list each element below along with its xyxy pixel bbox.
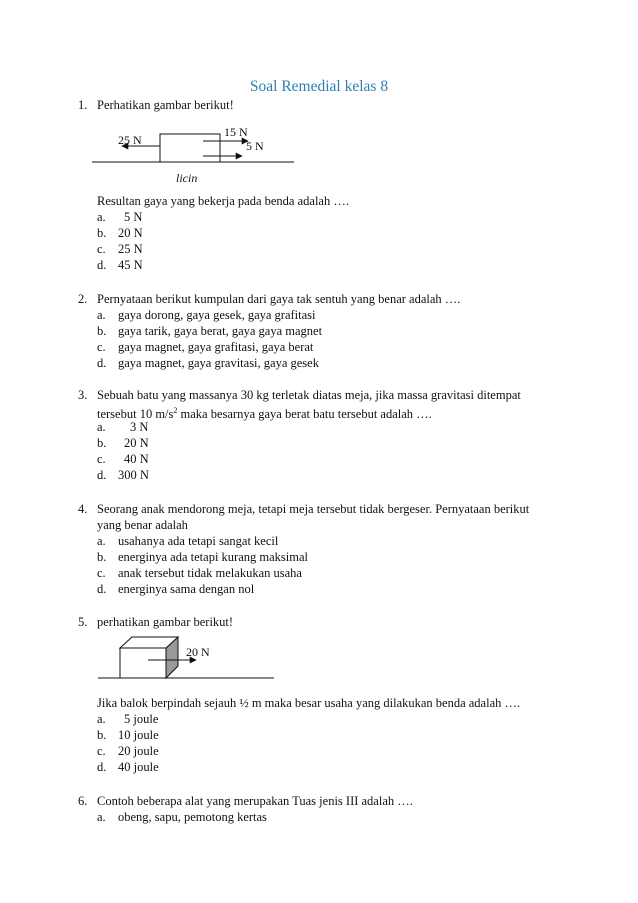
option-letter: d.	[97, 356, 107, 370]
question-number: 5.	[78, 615, 88, 629]
option-text: gaya magnet, gaya grafitasi, gaya berat	[118, 340, 314, 354]
question-number: 4.	[78, 502, 88, 516]
option-text: gaya tarik, gaya berat, gaya gaya magnet	[118, 324, 323, 338]
option-text: energinya sama dengan nol	[118, 582, 255, 596]
option-text: 10 joule	[118, 728, 159, 742]
option-text: 25 N	[118, 242, 143, 256]
option-text: 45 N	[118, 258, 143, 272]
option-letter: c.	[97, 744, 106, 758]
option-text: 20 N	[124, 436, 149, 450]
question-number: 3.	[78, 388, 88, 402]
option-letter: b.	[97, 436, 107, 450]
option-letter: a.	[97, 210, 106, 224]
question-number: 2.	[78, 292, 88, 306]
option-letter: d.	[97, 760, 107, 774]
question-prompt: Resultan gaya yang bekerja pada benda adalah ….	[97, 194, 349, 208]
question-text: Sebuah batu yang massanya 30 kg terletak diatas meja, jika massa gravitasi ditempat	[97, 388, 521, 402]
option-text: obeng, sapu, pemotong kertas	[118, 810, 267, 824]
option-letter: d.	[97, 582, 107, 596]
option-letter: c.	[97, 452, 106, 466]
option-letter: c.	[97, 242, 106, 256]
option-text: 5 N	[124, 210, 143, 224]
option-text: 3 N	[130, 420, 149, 434]
question-text: Seorang anak mendorong meja, tetapi meja tersebut tidak bergeser. Pernyataan berikut	[97, 502, 530, 516]
right-force-bottom-label: 5 N	[246, 139, 264, 153]
option-text: gaya dorong, gaya gesek, gaya grafitasi	[118, 308, 316, 322]
force-label: 20 N	[186, 645, 210, 659]
question-text-line-2: tersebut 10 $m/s^2$ maka besarnya gaya berat batu tersebut adalah ….	[97, 406, 432, 421]
option-text: 300 N	[118, 468, 149, 482]
option-text: 40 N	[124, 452, 149, 466]
page-title: Soal Remedial kelas 8	[249, 78, 389, 95]
option-letter: b.	[97, 550, 107, 564]
option-text: energinya ada tetapi kurang maksimal	[118, 550, 308, 564]
option-letter: d.	[97, 468, 107, 482]
option-letter: a.	[97, 534, 106, 548]
option-letter: a.	[97, 810, 106, 824]
option-letter: a.	[97, 420, 106, 434]
question-text: perhatikan gambar berikut!	[97, 615, 234, 629]
option-letter: d.	[97, 258, 107, 272]
option-letter: c.	[97, 566, 106, 580]
option-text: 5 joule	[124, 712, 159, 726]
question-text: Contoh beberapa alat yang merupakan Tuas jenis III adalah ….	[97, 794, 413, 808]
option-text: anak tersebut tidak melakukan usaha	[118, 566, 302, 580]
option-text: 20 joule	[118, 744, 159, 758]
option-letter: a.	[97, 712, 106, 726]
option-letter: b.	[97, 728, 107, 742]
question-text: Pernyataan berikut kumpulan dari gaya tak sentuh yang benar adalah ….	[97, 292, 461, 306]
question-prompt: Jika balok berpindah sejauh ½ m maka besar usaha yang dilakukan benda adalah ….	[97, 696, 521, 710]
option-text: usahanya ada tetapi sangat kecil	[118, 534, 279, 548]
question-text: Perhatikan gambar berikut!	[97, 98, 234, 112]
question-text-line-2: yang benar adalah	[97, 518, 188, 532]
option-text: 20 N	[118, 226, 143, 240]
block-front	[120, 648, 166, 678]
option-text: 40 joule	[118, 760, 159, 774]
option-letter: a.	[97, 308, 106, 322]
surface-label: licin	[176, 171, 198, 185]
left-force-label: 25 N	[118, 133, 142, 147]
option-letter: b.	[97, 324, 107, 338]
option-letter: b.	[97, 226, 107, 240]
question-number: 1.	[78, 98, 88, 112]
question-number: 6.	[78, 794, 88, 808]
option-text: gaya magnet, gaya gravitasi, gaya gesek	[118, 356, 319, 370]
option-letter: c.	[97, 340, 106, 354]
right-force-top-label: 15 N	[224, 125, 248, 139]
